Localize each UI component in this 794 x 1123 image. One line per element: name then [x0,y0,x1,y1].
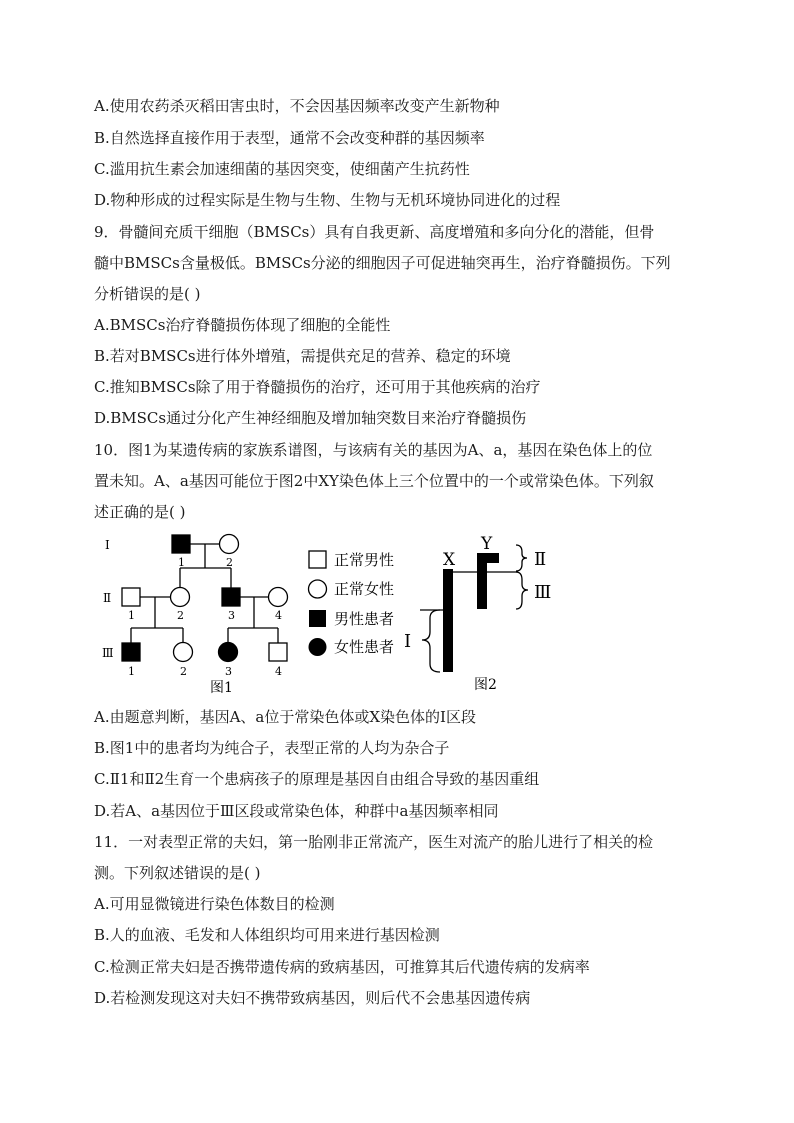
pedigree-III4-normal-male [269,643,287,661]
q10-stem-line-2: 置未知。A、a基因可能位于图2中XY染色体上三个位置中的一个或常染色体。下列叙 [94,472,654,490]
region-I-label: Ⅰ [404,631,412,652]
q11-option-b: B.人的血液、毛发和人体组织均可用来进行基因检测 [94,926,440,944]
individual-number: 1 [128,609,135,622]
q9-option-a: A.BMSCs治疗脊髓损伤体现了细胞的全能性 [94,316,391,334]
individual-number: 3 [225,665,232,678]
pedigree-III2-normal-female [174,643,193,662]
legend-normal-male-label: 正常男性 [334,551,395,569]
legend-normal-male-symbol [309,551,326,568]
individual-number: 1 [128,665,135,678]
region-III-label: Ⅲ [534,582,552,603]
legend-affected-female-label: 女性患者 [334,638,395,656]
legend-normal-female-symbol [309,580,327,598]
pedigree-I2-normal-female [220,535,239,554]
x-chromosome-label: X [443,550,456,570]
individual-number: 2 [180,665,187,678]
y-chromosome-arm [477,553,499,563]
region-III-brace [516,572,528,609]
q9-stem-line-2: 髓中BMSCs含量极低。BMSCs分泌的细胞因子可促进轴突再生，治疗脊髓损伤。下列 [94,254,671,272]
individual-number: 4 [275,665,282,678]
q9-option-b: B.若对BMSCs进行体外增殖，需提供充足的营养、稳定的环境 [94,347,511,365]
q11-option-d: D.若检测发现这对夫妇不携带致病基因，则后代不会患基因遗传病 [94,989,531,1007]
x-chromosome [443,569,453,672]
region-II-brace [516,545,527,571]
pedigree-III1-affected-male [122,643,140,661]
pedigree-II2-normal-female [171,588,190,607]
q9-stem-line-1: 9．骨髓间充质干细胞（BMSCs）具有自我更新、高度增殖和多向分化的潜能，但骨 [94,223,655,241]
q10-stem-line-1: 10．图1为某遗传病的家族系谱图，与该病有关的基因为A、a，基因在染色体上的位 [94,441,653,459]
generation-label-II: Ⅱ [103,591,112,605]
q10-stem-line-3: 述正确的是( ) [94,503,186,521]
pedigree-II4-normal-female [269,588,288,607]
figure-1-caption: 图1 [210,680,233,696]
q9-stem-line-3: 分析错误的是( ) [94,285,201,303]
q10-option-b: B.图1中的患者均为纯合子，表型正常的人均为杂合子 [94,739,450,757]
pedigree-II1-normal-male [122,588,140,606]
legend-affected-male-symbol [309,610,326,627]
q10-option-d: D.若A、a基因位于Ⅲ区段或常染色体，种群中a基因频率相同 [94,802,499,820]
pedigree-III3-affected-female [219,643,238,662]
pedigree-labels [102,538,282,696]
legend-affected-female-symbol [309,638,327,656]
individual-number: 1 [178,556,185,569]
q8-option-d: D.物种形成的过程实际是生物与生物、生物与无机环境协同进化的过程 [94,191,561,209]
q9-option-c: C.推知BMSCs除了用于脊髓损伤的治疗，还可用于其他疾病的治疗 [94,378,541,396]
individual-number: 3 [228,609,235,622]
q8-option-b: B.自然选择直接作用于表型，通常不会改变种群的基因频率 [94,129,485,147]
xy-chromosome-figure-2 [404,534,551,693]
figure-2-caption: 图2 [474,677,497,693]
individual-number: 4 [275,609,282,622]
pedigree-II3-affected-male [222,588,240,606]
q11-stem-line-1: 11．一对表型正常的夫妇，第一胎刚非正常流产，医生对流产的胎儿进行了相关的检 [94,833,654,851]
pedigree-legend [309,551,395,656]
individual-number: 2 [177,609,184,622]
q11-stem-line-2: 测。下列叙述错误的是( ) [94,864,261,882]
q9-option-d: D.BMSCs通过分化产生神经细胞及增加轴突数目来治疗脊髓损伤 [94,409,527,427]
q10-option-c: C.Ⅱ1和Ⅱ2生育一个患病孩子的原理是基因自由组合导致的基因重组 [94,770,540,788]
generation-label-III: Ⅲ [102,646,114,660]
q10-option-a: A.由题意判断，基因A、a位于常染色体或X染色体的Ⅰ区段 [94,708,476,726]
region-II-label: Ⅱ [534,549,547,570]
generation-label-I: Ⅰ [105,538,110,552]
pedigree-figure-1 [122,535,288,662]
pedigree-I1-affected-male [172,535,190,553]
individual-number: 2 [226,556,233,569]
q8-option-a: A.使用农药杀灭稻田害虫时，不会因基因频率改变产生新物种 [94,97,500,115]
q8-option-c: C.滥用抗生素会加速细菌的基因突变，使细菌产生抗药性 [94,160,470,178]
legend-normal-female-label: 正常女性 [334,580,395,598]
legend-affected-male-label: 男性患者 [334,610,395,628]
region-I-brace [422,610,440,672]
y-chromosome-label: Y [481,534,493,554]
q11-option-a: A.可用显微镜进行染色体数目的检测 [94,895,335,913]
q11-option-c: C.检测正常夫妇是否携带遗传病的致病基因，可推算其后代遗传病的发病率 [94,958,590,976]
